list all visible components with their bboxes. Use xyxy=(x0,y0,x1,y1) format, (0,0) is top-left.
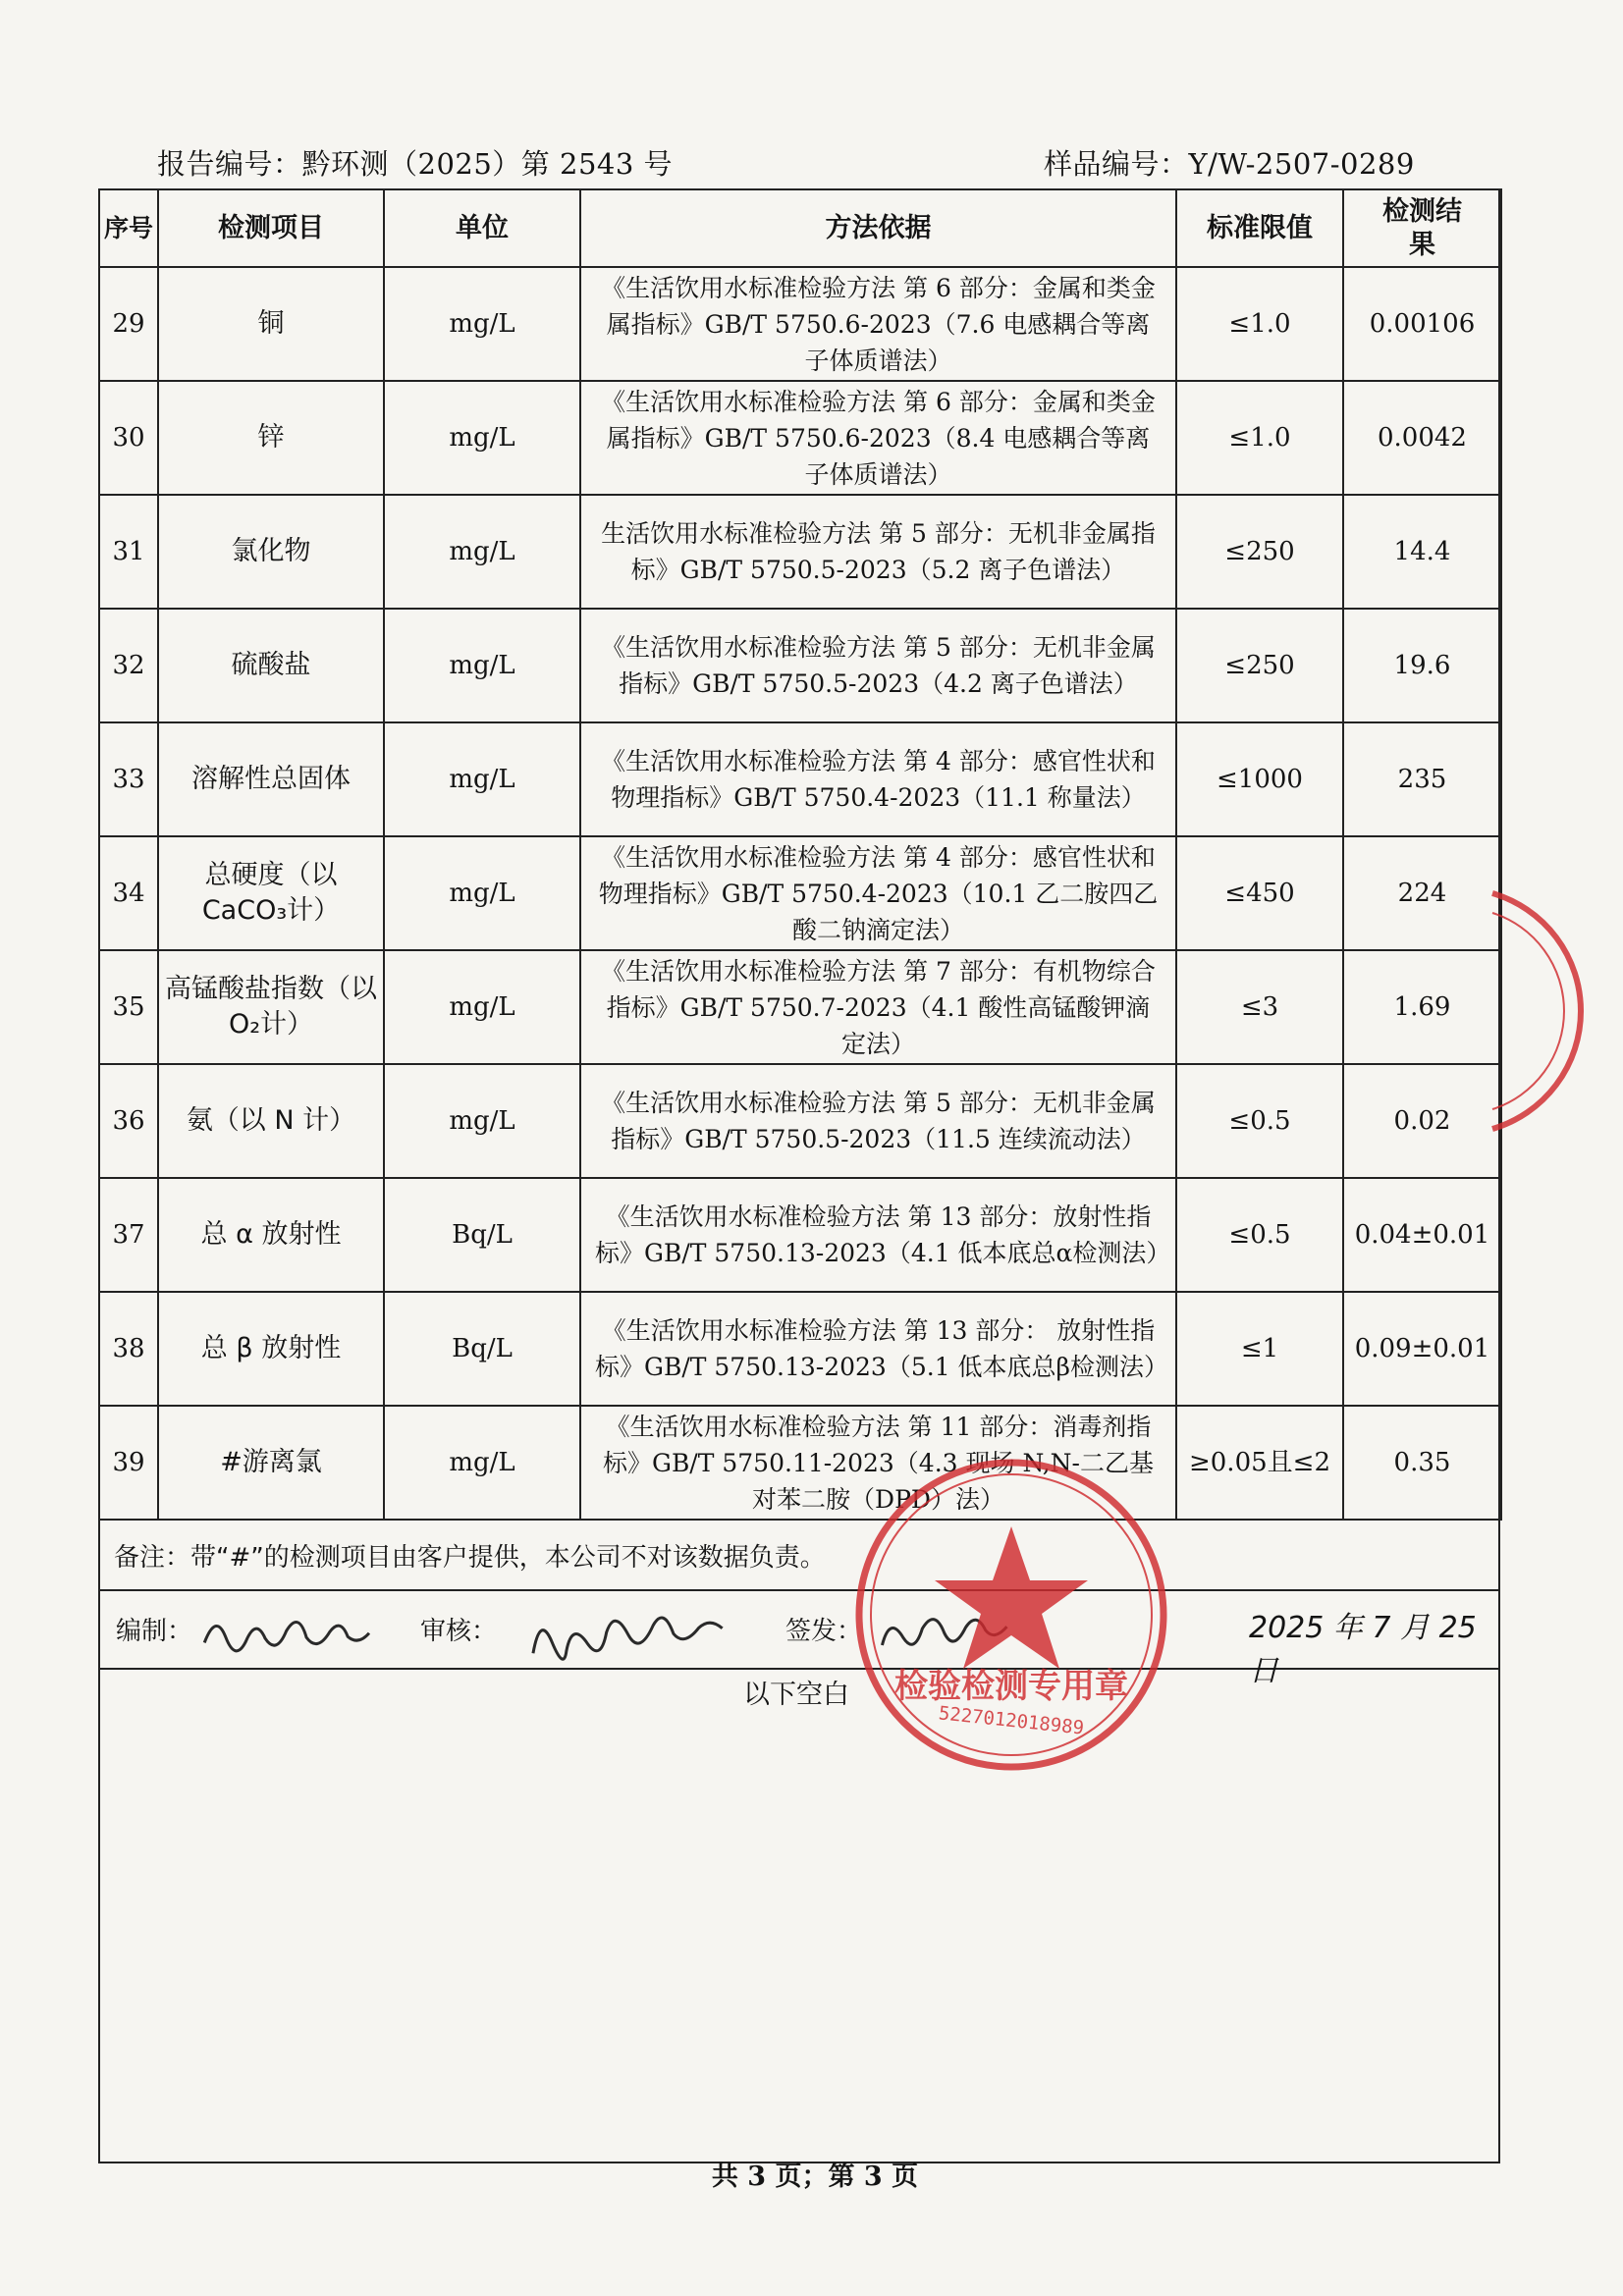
row-seq: 36 xyxy=(99,1064,158,1178)
row-item: 总 β 放射性 xyxy=(158,1292,384,1406)
table-row xyxy=(99,1178,1501,1292)
row-seq: 29 xyxy=(99,267,158,381)
row-limit: ≤1 xyxy=(1176,1292,1343,1406)
row-unit: mg/L xyxy=(384,609,580,722)
table-row xyxy=(99,1292,1501,1406)
blank-below-note: 以下空白 xyxy=(743,1680,849,1710)
reviewer-signature xyxy=(519,1589,750,1683)
approver-label: 签发： xyxy=(785,1617,863,1646)
row-seq: 37 xyxy=(99,1178,158,1292)
row-limit: ≤450 xyxy=(1176,836,1343,950)
row-result: 235 xyxy=(1343,722,1501,836)
row-seq: 30 xyxy=(99,381,158,495)
table-row xyxy=(99,495,1501,609)
table-row xyxy=(99,1406,1501,1520)
row-method: 《生活饮用水标准检验方法 第 4 部分：感官性状和物理指标》GB/T 5750.4-2023（11.1 称量法） xyxy=(580,722,1176,836)
row-item: 锌 xyxy=(158,381,384,495)
table-row xyxy=(99,267,1501,381)
row-item: 高锰酸盐指数（以O₂计） xyxy=(158,950,384,1064)
row-unit: mg/L xyxy=(384,1064,580,1178)
row-method: 《生活饮用水标准检验方法 第 5 部分：无机非金属指标》GB/T 5750.5-2023（11.5 连续流动法） xyxy=(580,1064,1176,1178)
row-method: 生活饮用水标准检验方法 第 5 部分：无机非金属指标》GB/T 5750.5-2023（5.2 离子色谱法） xyxy=(580,495,1176,609)
row-result: 19.6 xyxy=(1343,609,1501,722)
row-method: 《生活饮用水标准检验方法 第 6 部分：金属和类金属指标》GB/T 5750.6-2023（7.6 电感耦合等离子体质谱法） xyxy=(580,267,1176,381)
row-result: 224 xyxy=(1343,836,1501,950)
page-footer: 共 3 页；第 3 页 xyxy=(711,2162,919,2192)
row-unit: mg/L xyxy=(384,722,580,836)
row-unit: mg/L xyxy=(384,836,580,950)
row-seq: 38 xyxy=(99,1292,158,1406)
col-result-header: 检测结果 xyxy=(1343,189,1501,267)
row-item: 硫酸盐 xyxy=(158,609,384,722)
row-result: 1.69 xyxy=(1343,950,1501,1064)
row-unit: mg/L xyxy=(384,950,580,1064)
row-seq: 39 xyxy=(99,1406,158,1520)
row-method: 《生活饮用水标准检验方法 第 13 部分：放射性指标》GB/T 5750.13-2023（4.1 低本底总α检测法） xyxy=(580,1178,1176,1292)
row-method: 《生活饮用水标准检验方法 第 6 部分：金属和类金属指标》GB/T 5750.6-2023（8.4 电感耦合等离子体质谱法） xyxy=(580,381,1176,495)
row-item: 铜 xyxy=(158,267,384,381)
sample-number: 样品编号：Y/W-2507-0289 xyxy=(1044,147,1415,181)
table-row xyxy=(99,950,1501,1064)
partial-seal-icon xyxy=(1473,883,1591,1139)
results-table xyxy=(98,188,1502,1521)
row-method: 《生活饮用水标准检验方法 第 5 部分：无机非金属指标》GB/T 5750.5-2023（4.2 离子色谱法） xyxy=(580,609,1176,722)
row-result: 0.00106 xyxy=(1343,267,1501,381)
row-item: #游离氯 xyxy=(158,1406,384,1520)
table-header-row xyxy=(99,189,1501,267)
row-limit: ≥0.05且≤2 xyxy=(1176,1406,1343,1520)
row-method: 《生活饮用水标准检验方法 第 7 部分：有机物综合指标》GB/T 5750.7-2023（4.1 酸性高锰酸钾滴定法） xyxy=(580,950,1176,1064)
row-seq: 35 xyxy=(99,950,158,1064)
row-limit: ≤0.5 xyxy=(1176,1178,1343,1292)
row-seq: 32 xyxy=(99,609,158,722)
table-row xyxy=(99,609,1501,722)
row-unit: mg/L xyxy=(384,381,580,495)
row-limit: ≤250 xyxy=(1176,609,1343,722)
row-unit: mg/L xyxy=(384,495,580,609)
row-unit: mg/L xyxy=(384,267,580,381)
row-limit: ≤0.5 xyxy=(1176,1064,1343,1178)
row-result: 0.04±0.01 xyxy=(1343,1178,1501,1292)
sign-date: 2025 年 7 月 25 日 xyxy=(1249,1611,1477,1688)
col-unit-header: 单位 xyxy=(384,189,580,267)
row-method: 《生活饮用水标准检验方法 第 13 部分： 放射性指标》GB/T 5750.13-2023（5.1 低本底总β检测法） xyxy=(580,1292,1176,1406)
row-seq: 34 xyxy=(99,836,158,950)
compiler-label: 编制： xyxy=(116,1617,193,1646)
company-seal xyxy=(849,1453,1173,1777)
row-result: 0.35 xyxy=(1343,1406,1501,1520)
row-unit: mg/L xyxy=(384,1406,580,1520)
row-seq: 33 xyxy=(99,722,158,836)
row-result: 14.4 xyxy=(1343,495,1501,609)
row-limit: ≤1.0 xyxy=(1176,381,1343,495)
row-result: 0.09±0.01 xyxy=(1343,1292,1501,1406)
row-seq: 31 xyxy=(99,495,158,609)
row-unit: Bq/L xyxy=(384,1178,580,1292)
col-method-header: 方法依据 xyxy=(580,189,1176,267)
row-limit: ≤1000 xyxy=(1176,722,1343,836)
compiler-signature xyxy=(193,1590,395,1682)
table-row xyxy=(99,381,1501,495)
col-limit-header: 标准限值 xyxy=(1176,189,1343,267)
table-row xyxy=(99,722,1501,836)
row-limit: ≤250 xyxy=(1176,495,1343,609)
row-limit: ≤1.0 xyxy=(1176,267,1343,381)
remark-note: 备注：带“#”的检测项目由客户提供，本公司不对该数据负责。 xyxy=(98,1524,1500,1591)
seal-bottom-text: 检验检测专用章 xyxy=(894,1667,1128,1706)
row-method: 《生活饮用水标准检验方法 第 11 部分：消毒剂指标》GB/T 5750.11-2023（4.3 现场 N,N-二乙基对苯二胺（DPD）法） xyxy=(580,1406,1176,1520)
row-result: 0.0042 xyxy=(1343,381,1501,495)
col-seq-header: 序号 xyxy=(99,189,158,267)
row-item: 溶解性总固体 xyxy=(158,722,384,836)
reviewer-label: 审核： xyxy=(420,1617,498,1646)
table-row xyxy=(99,836,1501,950)
row-limit: ≤3 xyxy=(1176,950,1343,1064)
row-item: 氨（以 N 计） xyxy=(158,1064,384,1178)
row-item: 氯化物 xyxy=(158,495,384,609)
row-item: 总硬度（以CaCO₃计） xyxy=(158,836,384,950)
report-number: 报告编号：黔环测（2025）第 2543 号 xyxy=(157,147,674,181)
row-item: 总 α 放射性 xyxy=(158,1178,384,1292)
table-row xyxy=(99,1064,1501,1178)
row-method: 《生活饮用水标准检验方法 第 4 部分：感官性状和物理指标》GB/T 5750.4-2023（10.1 乙二胺四乙酸二钠滴定法） xyxy=(580,836,1176,950)
seal-number: 5227012018989 xyxy=(937,1702,1086,1739)
row-result: 0.02 xyxy=(1343,1064,1501,1178)
col-item-header: 检测项目 xyxy=(158,189,384,267)
row-unit: Bq/L xyxy=(384,1292,580,1406)
